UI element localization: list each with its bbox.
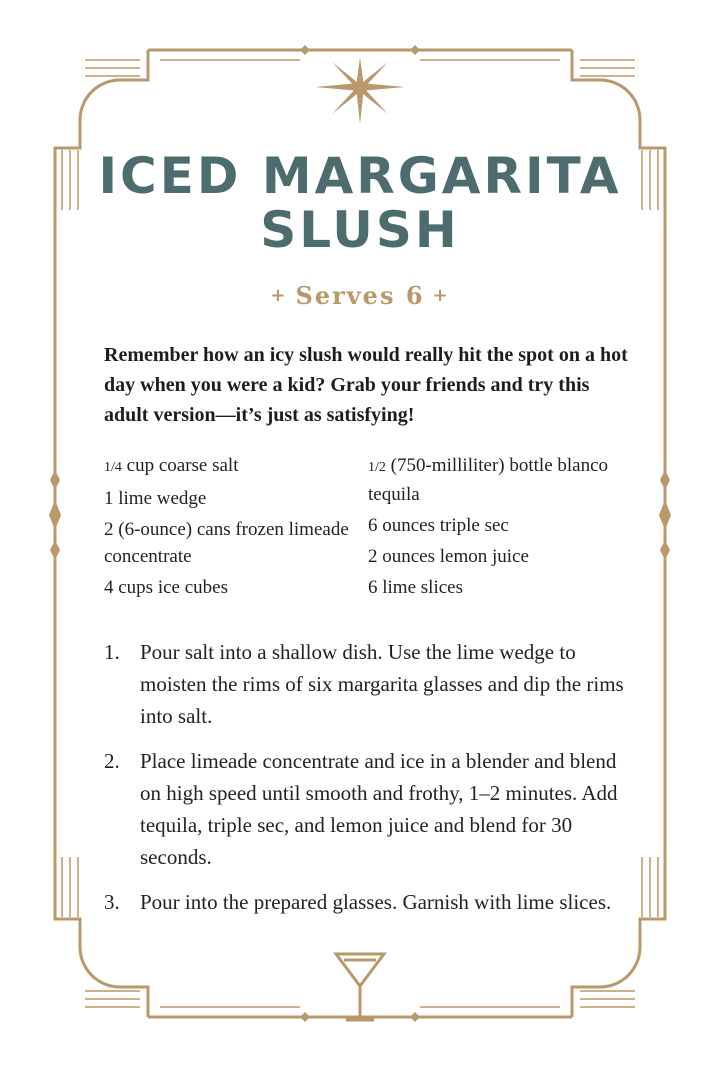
margarita-glass-icon xyxy=(332,950,388,1025)
ingredients-left xyxy=(104,452,359,605)
instruction-step xyxy=(104,636,634,732)
step-text: Pour into the prepared glasses. Garnish with lime slices. xyxy=(140,890,612,914)
ingredient: 6 ounces triple sec xyxy=(368,515,509,536)
ingredient: 2 ounces lemon juice xyxy=(368,546,529,567)
recipe-intro: Remember how an icy slush would really hit the spot on a hot day when you were a kid? Grab your friends and try this adult version—it’s just as satisfying! xyxy=(104,344,628,426)
recipe-title-line2: SLUSH xyxy=(260,201,460,259)
step-text: Pour salt into a shallow dish. Use the lime wedge to moisten the rims of six margarita glasses and dip the rims into salt. xyxy=(140,640,624,728)
ingredient: 2 (6-ounce) cans frozen limeade concentrate xyxy=(104,519,349,567)
instruction-step xyxy=(104,886,634,918)
bullet-icon: + xyxy=(432,285,450,306)
step-number: 1. xyxy=(104,640,120,664)
ingredient: 6 lime slices xyxy=(368,577,463,598)
servings-text: Serves 6 xyxy=(295,281,425,310)
instruction-step xyxy=(104,745,634,873)
servings-label xyxy=(0,281,720,310)
ingredient: 4 cups ice cubes xyxy=(104,577,228,598)
recipe-title-line1: ICED MARGARITA xyxy=(98,147,622,205)
star-burst-icon xyxy=(310,52,410,127)
bullet-icon: + xyxy=(270,285,288,306)
ingredients-right xyxy=(368,452,623,605)
ingredient: 1 lime wedge xyxy=(104,488,207,509)
ingredient: 1/2 (750-milliliter) bottle blanco tequila xyxy=(368,455,609,505)
step-number: 3. xyxy=(104,890,120,914)
instructions-list xyxy=(104,636,634,931)
ingredient: 1/4 cup coarse salt xyxy=(104,455,239,476)
step-text: Place limeade concentrate and ice in a blender and blend on high speed until smooth and frothy, 1–2 minutes. Add tequila, triple sec, and lemon juice and blend for 30 seconds. xyxy=(140,749,618,869)
step-number: 2. xyxy=(104,749,120,773)
